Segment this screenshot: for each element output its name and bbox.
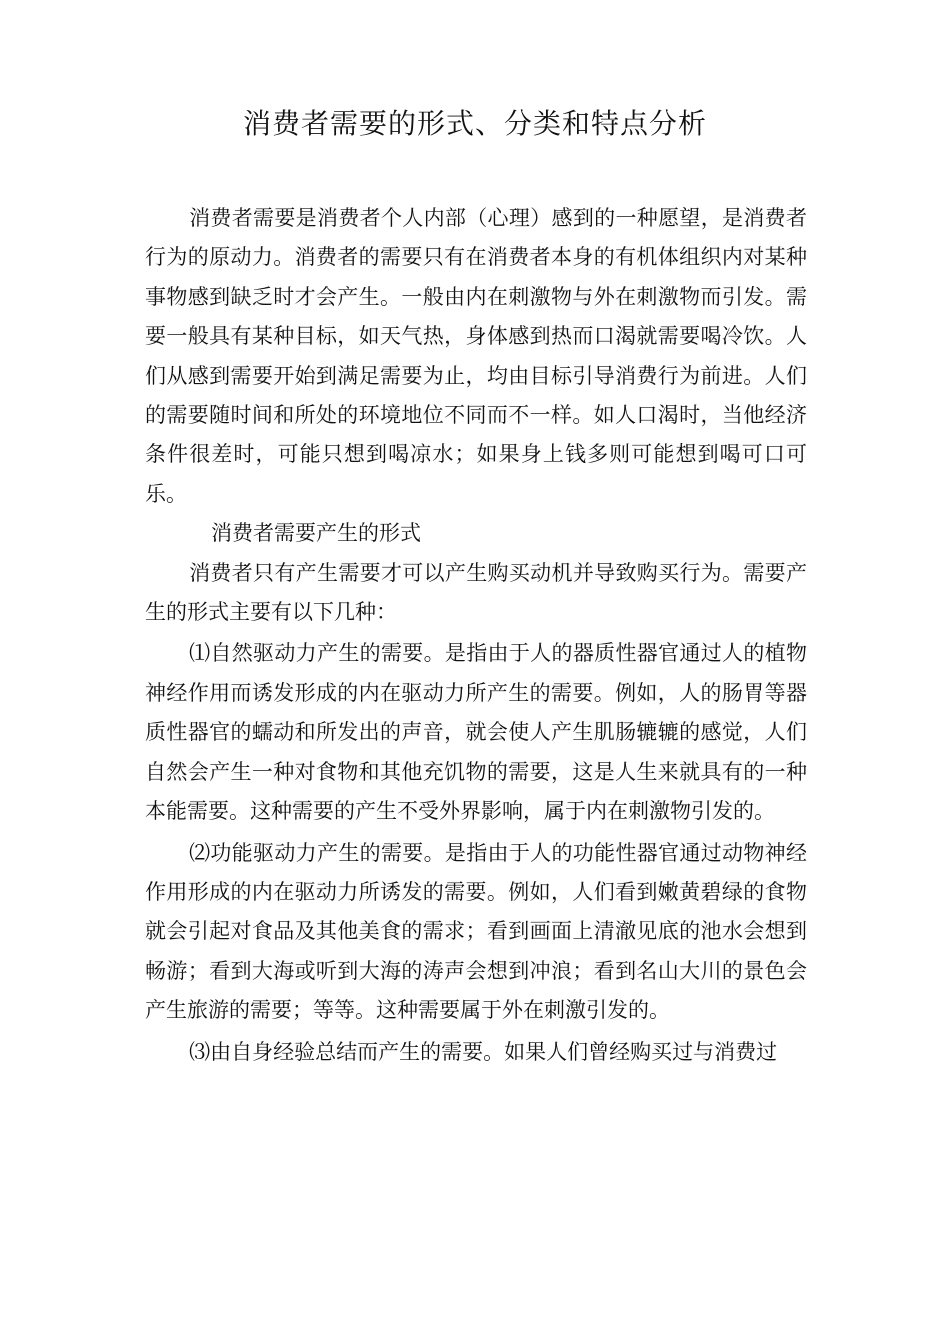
section-intro-paragraph: 消费者只有产生需要才可以产生购买动机并导致购买行为。需要产生的形式主要有以下几种： — [145, 560, 807, 625]
list-item-experience: ⑶由自身经验总结而产生的需要。如果人们曾经购买过与消费过 — [189, 1039, 778, 1064]
list-item-functional-drive: ⑵功能驱动力产生的需要。是指由于人的功能性器官通过动物神经作用形成的内在驱动力所诱发的需要。例如，人们看到嫩黄碧绿的食物就会引起对食品及其他美食的需求；看到画面上清澈见底的池水会想到畅游；看到大海或听到大海的涛声会想到冲浪；看到名山大川的景色会产生旅游的需要；等等。这种需要属于外在刺激引发的。 — [145, 840, 807, 1023]
section-heading: 消费者需要产生的形式 — [211, 521, 421, 546]
list-item-natural-drive: ⑴自然驱动力产生的需要。是指由于人的器质性器官通过人的植物神经作用而诱发形成的内在驱动力所产生的需要。例如，人的肠胃等器质性器官的蠕动和所发出的声音，就会使人产生肌肠辘辘的感觉，人们自然会产生一种对食物和其他充饥物的需要，这是人生来就具有的一种本能需要。这种需要的产生不受外界影响，属于内在刺激物引发的。 — [145, 641, 807, 824]
document-title: 消费者需要的形式、分类和特点分析 — [242, 107, 707, 140]
intro-paragraph: 消费者需要是消费者个人内部（心理）感到的一种愿望，是消费者行为的原动力。消费者的需要只有在消费者本身的有机体组织内对某种事物感到缺乏时才会产生。一般由内在刺激物与外在刺激物而引发。需要一般具有某种目标，如天气热，身体感到热而口渴就需要喝冷饮。人们从感到需要开始到满足需要为止，均由目标引导消费行为前进。人们的需要随时间和所处的环境地位不同而不一样。如人口渴时，当他经济条件很差时，可能只想到喝凉水；如果身上钱多则可能想到喝可口可乐。 — [145, 206, 807, 506]
document-body — [145, 199, 807, 1072]
